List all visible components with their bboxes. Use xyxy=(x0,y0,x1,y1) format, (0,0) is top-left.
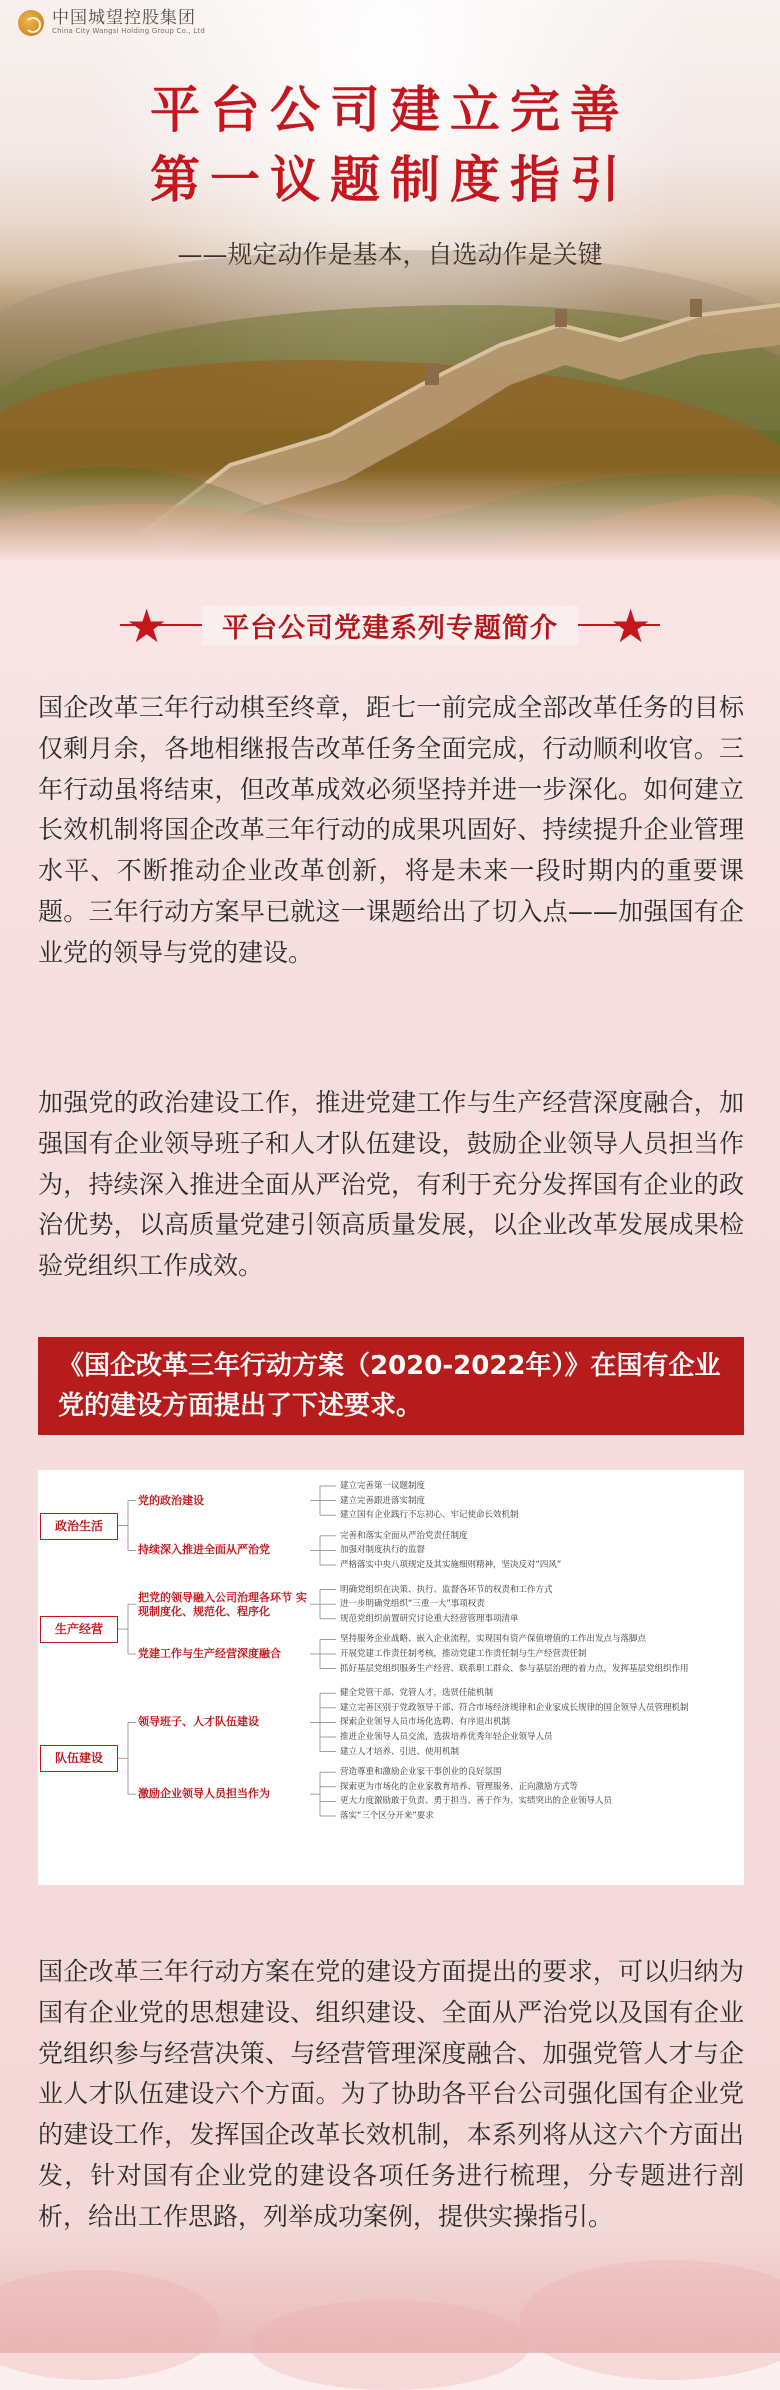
body-paragraph: 加强党的政治建设工作，推进党建工作与生产经营深度融合，加强国有企业领导班子和人才队伍建设，鼓励企业领导人员担当作为，持续深入推进全面从严治党，有利于充分发挥国有企业的政治优势，以高质量党建引领高质量发展，以企业改革发展成果检验党组织工作成效。 xyxy=(38,1088,744,1280)
logo-name-cn: 中国城望控股集团 xyxy=(52,8,196,29)
diagram-leaf-item: 建立完善区别于党政领导干部、符合市场经济规律和企业家成长规律的国企领导人员管理机制 xyxy=(340,1702,689,1713)
diagram-leaf-item: 抓好基层党组织服务生产经营、联系职工群众、参与基层治理的着力点，发挥基层党组织作用 xyxy=(340,1663,689,1674)
diagram-leaf-item: 建立人才培养、引进、使用机制 xyxy=(340,1746,460,1757)
diagram-subcategory: 持续深入推进全面从严治党 xyxy=(138,1543,270,1557)
diagram-leaf-item: 加强对制度执行的监督 xyxy=(340,1545,426,1556)
diagram-leaf-item: 建立完善第一议题制度 xyxy=(340,1481,426,1491)
diagram-leaf-item: 落实“三个区分开来”要求 xyxy=(340,1811,434,1821)
diagram-leaf-item: 建立国有企业践行不忘初心、牢记使命长效机制 xyxy=(340,1510,519,1521)
diagram-subcategory: 党建工作与生产经营深度融合 xyxy=(138,1647,281,1660)
diagram-leaf-item: 开展党建工作责任制考核，推动党建工作责任制与生产经营责任制 xyxy=(340,1649,587,1659)
diagram-leaf-item: 建立完善跟进落实制度 xyxy=(340,1495,426,1506)
section-banner-label: 平台公司党建系列专题简介 xyxy=(202,606,578,645)
diagram-leaf-item: 探索更为市场化的企业家教育培养、管理服务、正向激励方式等 xyxy=(340,1781,579,1792)
logo-name-en: China City Wangsi Holding Group Co., Ltd xyxy=(52,27,205,36)
diagram-leaf-item: 坚持服务企业战略、嵌入企业流程，实现国有资产保值增值的工作出发点与落脚点 xyxy=(340,1634,647,1645)
company-logo xyxy=(18,10,205,36)
diagram-category-box: 队伍建设 xyxy=(40,1745,118,1772)
requirements-diagram xyxy=(38,1470,744,1885)
diagram-leaf-item: 规范党组织前置研究讨论重大经营管理事项清单 xyxy=(340,1613,519,1624)
diagram-leaf-item: 进一步明确党组织“三重一大”事项权责 xyxy=(340,1599,485,1610)
diagram-subcategory: 把党的领导融入公司治理各环节 实现制度化、规范化、程序化 xyxy=(138,1591,307,1618)
star-icon: ★ xyxy=(610,599,652,653)
diagram-leaf-item: 严格落实中央八项规定及其实施细则精神，坚决反对“四风” xyxy=(340,1560,562,1570)
intro-paragraph: 国企改革三年行动棋至终章，距七一前完成全部改革任务的目标仅剩月余，各地相继报告改革任务全面完成，行动顺利收官。三年行动虽将结束，但改革成效必须坚持并进一步深化。如何建立长效机制将国企改革三年行动的成果巩固好、持续提升企业管理水平、不断推动企业改革创新，将是未来一段时期内的重要课题。三年行动方案早已就这一课题给出了切入点——加强国有企业党的领导与党的建设。 xyxy=(38,693,744,967)
closing-paragraph: 国企改革三年行动方案在党的建设方面提出的要求，可以归纳为国有企业党的思想建设、组织建设、全面从严治党以及国有企业党组织参与经营决策、与经营管理深度融合、加强党管人才与企业人才队伍建设六个方面。为了协助各平台公司强化国有企业党的建设工作，发挥国企改革长效机制，本系列将从这六个方面出发，针对国有企业党的建设各项任务进行梳理，分专题进行剖析，给出工作思路，列举成功案例，提供实操指引。 xyxy=(38,1957,744,2231)
diagram-category-box: 政治生活 xyxy=(40,1513,118,1540)
page-title-line2: 第一议题制度指引 xyxy=(150,150,630,209)
star-icon: ★ xyxy=(126,599,168,653)
page-title-line1: 平台公司建立完善 xyxy=(150,80,630,139)
logo-icon xyxy=(18,10,44,36)
page-subtitle: ——规定动作是基本，自选动作是关键 xyxy=(177,240,603,269)
diagram-leaf-item: 推进企业领导人员交流，选拔培养优秀年轻企业领导人员 xyxy=(340,1732,553,1742)
section-banner xyxy=(120,595,660,655)
diagram-leaf-item: 完善和落实全面从严治党责任制度 xyxy=(340,1530,468,1541)
diagram-category-box: 生产经营 xyxy=(40,1616,118,1643)
hero-fade xyxy=(0,470,780,560)
diagram-subcategory: 激励企业领导人员担当作为 xyxy=(138,1787,270,1801)
diagram-leaf-item: 探索企业领导人员市场化选聘、有序退出机制 xyxy=(340,1717,511,1728)
diagram-leaf-item: 更大力度激励敢于负责、勇于担当、善于作为、实绩突出的企业领导人员 xyxy=(340,1796,613,1807)
callout-box: 《国企改革三年行动方案（2020-2022年）》在国有企业党的建设方面提出了下述要求。 xyxy=(38,1337,744,1435)
diagram-leaf-item: 营造尊重和激励企业家干事创业的良好氛围 xyxy=(340,1767,502,1778)
diagram-leaf-item: 明确党组织在决策、执行、监督各环节的权责和工作方式 xyxy=(340,1584,553,1595)
hero-banner xyxy=(0,0,780,560)
diagram-subcategory: 领导班子、人才队伍建设 xyxy=(138,1715,259,1729)
bottom-decoration xyxy=(0,2230,780,2353)
diagram-subcategory: 党的政治建设 xyxy=(138,1493,204,1507)
diagram-leaf-item: 健全党管干部、党管人才，选贤任能机制 xyxy=(340,1688,494,1699)
